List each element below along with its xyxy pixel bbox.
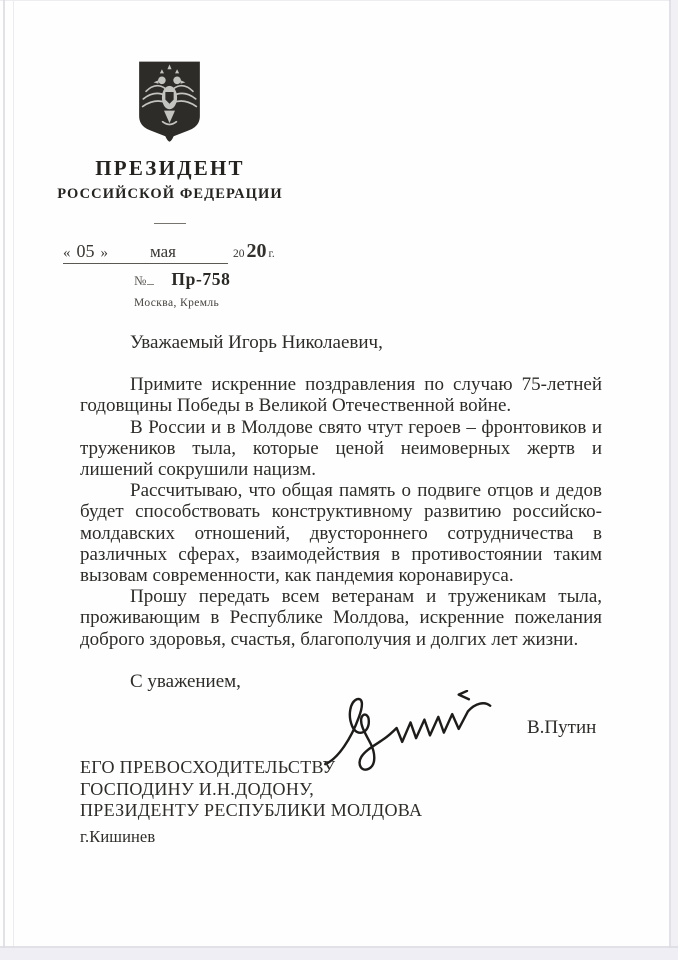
- letter-body: [80, 332, 602, 692]
- addressee-line-1: ЕГО ПРЕВОСХОДИТЕЛЬСТВУ: [80, 757, 336, 777]
- scan-edge-left-soft: [13, 0, 14, 960]
- date-year-century: 20: [233, 248, 245, 260]
- closing-phrase: С уважением,: [130, 670, 241, 692]
- number-sign-underline: [147, 274, 154, 285]
- scan-edge-top: [0, 0, 678, 1]
- addressee-city: г.Кишинев: [80, 826, 156, 846]
- reference-line: [134, 269, 230, 290]
- scan-edge-bottom: [0, 946, 678, 948]
- signer-name: В.Путин: [527, 717, 597, 738]
- date-day-value: 05: [76, 241, 95, 261]
- date-open-quote: «: [63, 245, 71, 261]
- body-paragraph-4: Прошу передать всем ветеранам и труженикам тыла, проживающим в Республике Молдова, искренние пожелания доброго здоровья, счастья, благополучия и долгих лет жизни.: [80, 586, 602, 650]
- scan-edge-right-band: [671, 0, 678, 960]
- addressee-line-2: ГОСПОДИНУ И.Н.ДОДОНУ,: [80, 778, 315, 799]
- reference-number: Пр-758: [171, 269, 231, 289]
- date-rule: [63, 241, 228, 264]
- number-sign: №: [134, 273, 147, 288]
- salutation: Уважаемый Игорь Николаевич,: [130, 332, 383, 353]
- date-month-value: мая: [150, 242, 177, 261]
- scan-edge-left: [3, 0, 5, 960]
- letterhead-subtitle: РОССИЙСКОЙ ФЕДЕРАЦИИ: [57, 186, 283, 202]
- date-close-quote: »: [100, 245, 108, 261]
- addressee-block: [80, 757, 422, 847]
- scan-edge-bottom-band: [0, 948, 678, 960]
- place-line: Москва, Кремль: [134, 297, 220, 309]
- date-year-suffix: г.: [268, 248, 275, 260]
- body-paragraph-3: Рассчитываю, что общая память о подвиге отцов и дедов будет способствовать конструктивному развитию российско-молдавских отношений, двустороннего сотрудничества в различных сферах, взаимодействия в противостоянии таким вызовам современности, как пандемия коронавируса.: [80, 480, 602, 587]
- date-year-value: 20: [246, 240, 267, 262]
- addressee-line-3: ПРЕЗИДЕНТУ РЕСПУБЛИКИ МОЛДОВА: [80, 800, 423, 820]
- date-line: [63, 240, 275, 264]
- russian-coat-of-arms-icon: [135, 59, 204, 143]
- letterhead-title: ПРЕЗИДЕНТ: [95, 156, 245, 180]
- letterhead-divider: [154, 223, 186, 224]
- body-paragraph-2: В России и в Молдове свято чтут героев – фронтовиков и тружеников тыла, которые ценой неимоверных жертв и лишений сокрушили нацизм.: [80, 416, 602, 481]
- body-paragraph-1: Примите искренние поздравления по случаю 75-летней годовщины Победы в Великой Отечественной войне.: [80, 374, 602, 417]
- scan-edge-right: [669, 0, 671, 960]
